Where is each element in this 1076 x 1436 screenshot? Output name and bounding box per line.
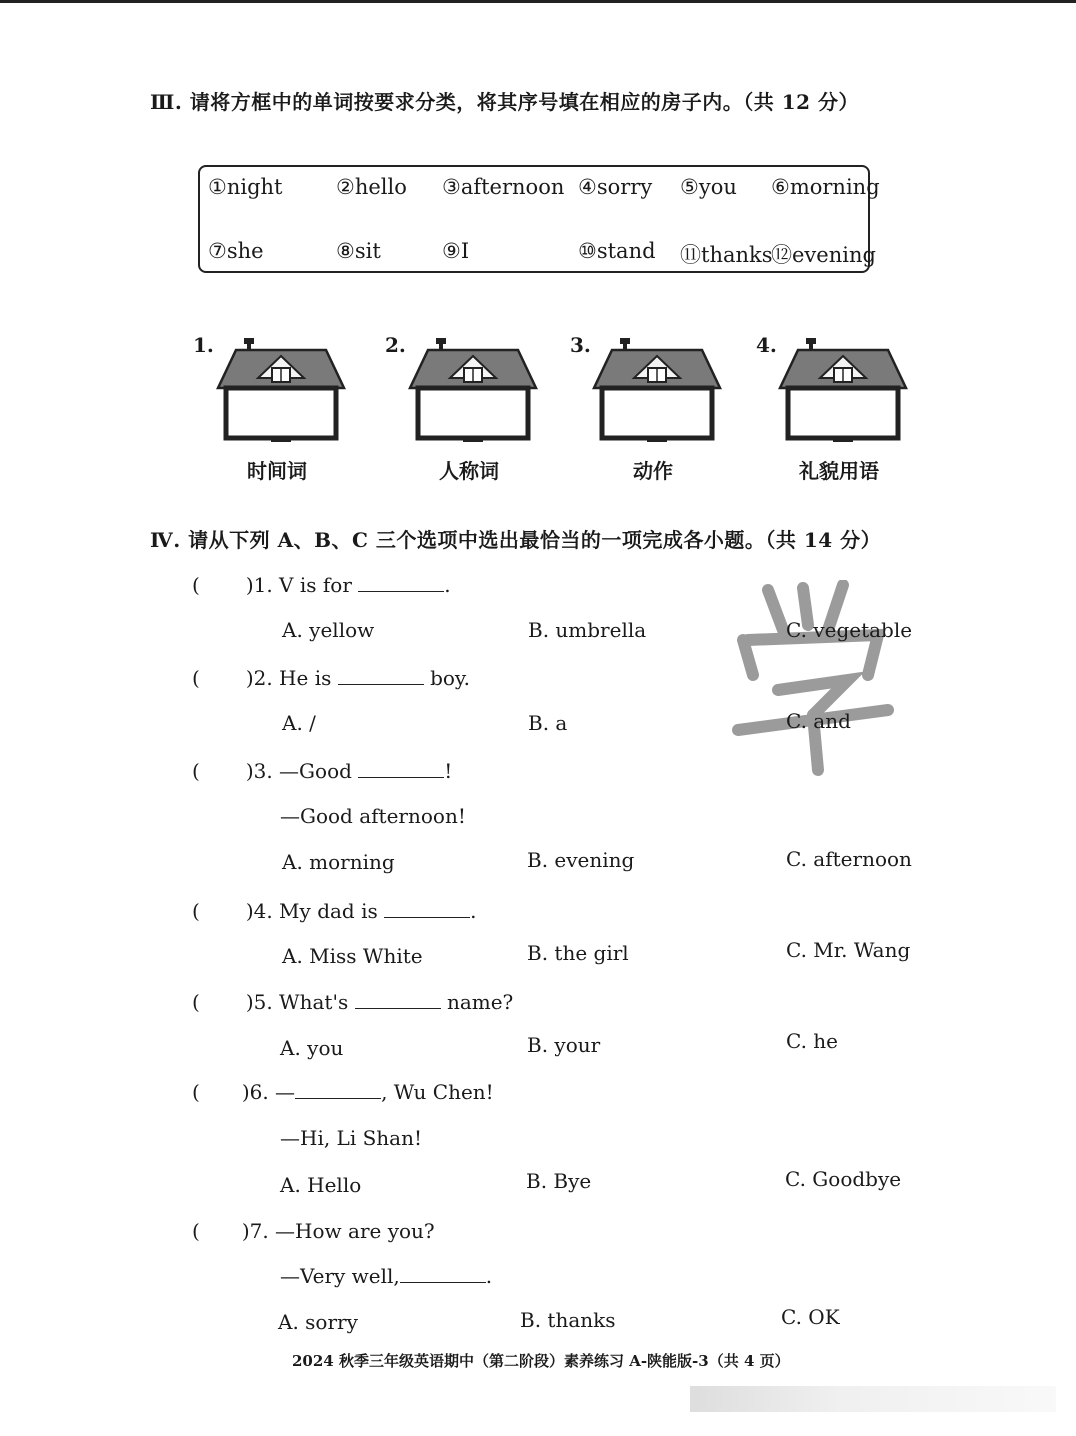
q5-option-a[interactable]: A. you <box>280 1036 344 1060</box>
word-item-8: ⑧sit <box>336 239 381 263</box>
answer-blank-5[interactable] <box>355 990 441 1009</box>
q6-option-b[interactable]: B. Bye <box>526 1169 592 1193</box>
q5-option-c[interactable]: C. he <box>786 1029 839 1053</box>
page-footer: 2024 秋季三年级英语期中（第二阶段）素养练习 A-陕能版-3（共 4 页） <box>292 1352 790 1370</box>
house-icon-2[interactable] <box>408 336 538 446</box>
section-4-title: Ⅳ. 请从下列 A、B、C 三个选项中选出最恰当的一项完成各小题。（共 14 分） <box>150 528 882 552</box>
word-item-12: ⑫evening <box>771 243 876 267</box>
house-label-2: 人称词 <box>439 459 499 483</box>
question-6-reply: —Hi, Li Shan! <box>280 1126 423 1150</box>
question-7-stem: ( )7. —How are you? <box>192 1219 435 1243</box>
q6-option-a[interactable]: A. Hello <box>280 1173 362 1197</box>
answer-blank-6[interactable] <box>295 1080 381 1099</box>
q2-option-b[interactable]: B. a <box>528 711 568 735</box>
house-icon-4[interactable] <box>778 336 908 446</box>
q4-option-c[interactable]: C. Mr. Wang <box>786 938 911 962</box>
q7-option-b[interactable]: B. thanks <box>520 1308 616 1332</box>
word-item-11: ⑪thanks <box>680 243 773 267</box>
house-icon-1[interactable] <box>216 336 346 446</box>
answer-blank-1[interactable] <box>358 573 444 592</box>
house-number-2: 2. <box>385 333 406 357</box>
word-item-3: ③afternoon <box>442 175 565 199</box>
watermark-character <box>728 580 898 780</box>
question-2-stem: ( )2. He is boy. <box>192 666 470 690</box>
house-number-4: 4. <box>756 333 777 357</box>
q3-option-a[interactable]: A. morning <box>282 850 395 874</box>
q7-option-a[interactable]: A. sorry <box>278 1310 358 1334</box>
word-item-10: ⑩stand <box>578 239 656 263</box>
word-item-2: ②hello <box>336 175 407 199</box>
answer-blank-3[interactable] <box>358 759 444 778</box>
house-label-4: 礼貌用语 <box>799 459 879 483</box>
question-1-stem: ( )1. V is for . <box>192 573 451 597</box>
answer-blank-2[interactable] <box>338 666 424 685</box>
word-item-9: ⑨I <box>442 239 470 263</box>
answer-blank-4[interactable] <box>384 899 470 918</box>
question-7-reply: —Very well, . <box>280 1264 493 1288</box>
question-5-stem: ( )5. What's name? <box>192 990 514 1014</box>
q6-option-c[interactable]: C. Goodbye <box>785 1167 902 1191</box>
q1-option-c[interactable]: C. vegetable <box>786 618 913 642</box>
word-item-1: ①night <box>208 175 283 199</box>
q5-option-b[interactable]: B. your <box>527 1033 601 1057</box>
word-item-6: ⑥morning <box>771 175 880 199</box>
q1-option-a[interactable]: A. yellow <box>282 618 375 642</box>
scan-artifact-bar <box>690 1386 1056 1412</box>
word-box <box>198 165 880 273</box>
q2-option-a[interactable]: A. / <box>282 711 316 735</box>
house-number-1: 1. <box>193 333 214 357</box>
q7-option-c[interactable]: C. OK <box>781 1305 840 1329</box>
answer-blank-7[interactable] <box>400 1264 486 1283</box>
house-icon-3[interactable] <box>592 336 722 446</box>
section-3-title: Ⅲ. 请将方框中的单词按要求分类，将其序号填在相应的房子内。（共 12 分） <box>150 90 860 114</box>
word-item-4: ④sorry <box>578 175 653 199</box>
q4-option-b[interactable]: B. the girl <box>527 941 629 965</box>
question-4-stem: ( )4. My dad is . <box>192 899 477 923</box>
word-item-7: ⑦she <box>208 239 264 263</box>
question-6-stem: ( )6. — , Wu Chen! <box>192 1080 494 1104</box>
house-label-3: 动作 <box>633 459 673 483</box>
house-number-3: 3. <box>570 333 591 357</box>
q1-option-b[interactable]: B. umbrella <box>528 618 647 642</box>
q2-option-c[interactable]: C. and <box>786 709 851 733</box>
q3-option-c[interactable]: C. afternoon <box>786 847 912 871</box>
q3-option-b[interactable]: B. evening <box>527 848 635 872</box>
q4-option-a[interactable]: A. Miss White <box>282 944 423 968</box>
question-3-reply: —Good afternoon! <box>280 804 466 828</box>
question-3-stem: ( )3. —Good ! <box>192 759 453 783</box>
word-item-5: ⑤you <box>680 175 737 199</box>
house-label-1: 时间词 <box>247 459 307 483</box>
top-border-line <box>0 0 1076 3</box>
